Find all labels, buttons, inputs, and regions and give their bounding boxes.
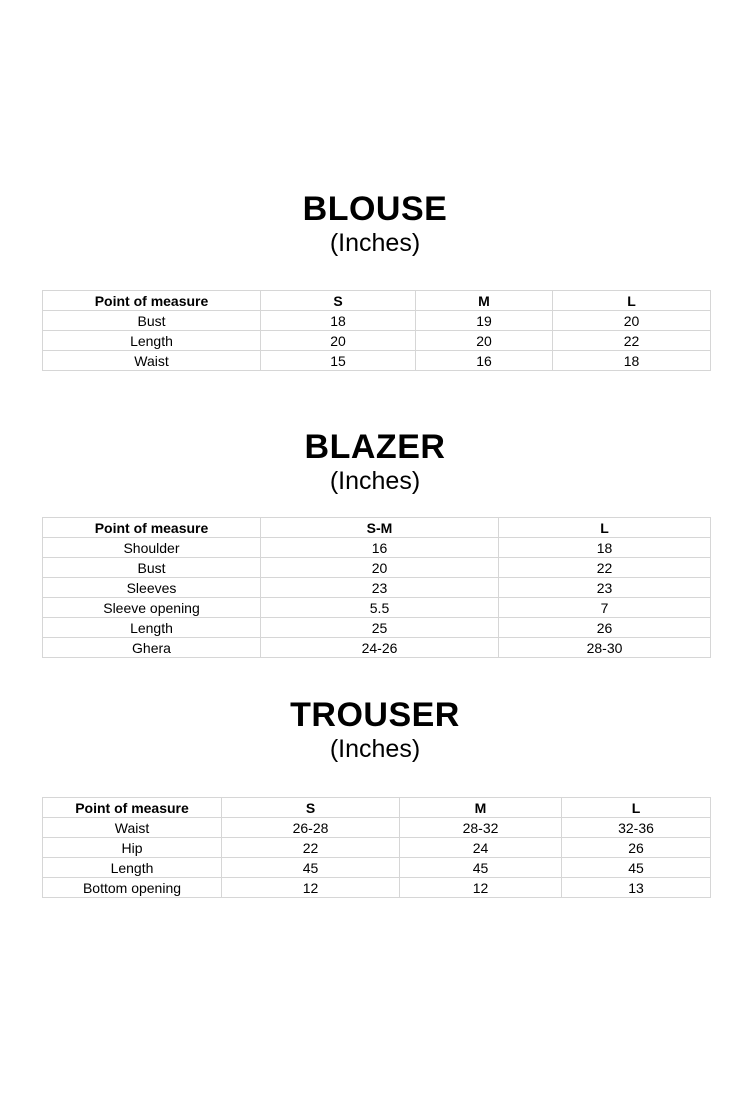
measure-value: 12: [222, 878, 400, 898]
table-row: [43, 598, 711, 618]
column-header-point-of-measure: Point of measure: [43, 798, 222, 818]
blazer-size-table: [42, 517, 711, 658]
measure-label: Bottom opening: [43, 878, 222, 898]
measure-label: Shoulder: [43, 538, 261, 558]
measure-value: 18: [553, 351, 711, 371]
measure-label: Length: [43, 618, 261, 638]
measure-value: 22: [499, 558, 711, 578]
trouser-section-title: TROUSER: [290, 696, 460, 734]
column-header-size-l: L: [562, 798, 711, 818]
measure-value: 26-28: [222, 818, 400, 838]
blouse-header-row: [43, 291, 711, 311]
table-row: [43, 331, 711, 351]
measure-value: 28-30: [499, 638, 711, 658]
blouse-size-table: [42, 290, 711, 371]
table-row: [43, 538, 711, 558]
column-header-size-s: S: [222, 798, 400, 818]
measure-value: 20: [261, 558, 499, 578]
measure-label: Length: [43, 858, 222, 878]
measure-value: 15: [261, 351, 416, 371]
column-header-size-sm: S-M: [261, 518, 499, 538]
measure-value: 45: [400, 858, 562, 878]
column-header-point-of-measure: Point of measure: [43, 518, 261, 538]
table-row: [43, 618, 711, 638]
trouser-header-row: [43, 798, 711, 818]
measure-value: 45: [222, 858, 400, 878]
measure-value: 18: [499, 538, 711, 558]
measure-value: 23: [261, 578, 499, 598]
blazer-header-row: [43, 518, 711, 538]
column-header-size-m: M: [416, 291, 553, 311]
measure-value: 16: [416, 351, 553, 371]
measure-value: 26: [499, 618, 711, 638]
measure-label: Waist: [43, 818, 222, 838]
trouser-size-table: [42, 797, 711, 898]
table-row: [43, 311, 711, 331]
measure-value: 7: [499, 598, 711, 618]
table-row: [43, 858, 711, 878]
measure-label: Bust: [43, 311, 261, 331]
measure-value: 26: [562, 838, 711, 858]
blazer-section-subtitle: (Inches): [329, 467, 421, 495]
measure-value: 24-26: [261, 638, 499, 658]
table-row: [43, 638, 711, 658]
measure-value: 20: [261, 331, 416, 351]
blouse-section-subtitle: (Inches): [329, 229, 421, 257]
blouse-section-title: BLOUSE: [302, 190, 448, 228]
measure-value: 20: [553, 311, 711, 331]
measure-value: 13: [562, 878, 711, 898]
column-header-size-l: L: [499, 518, 711, 538]
column-header-point-of-measure: Point of measure: [43, 291, 261, 311]
table-row: [43, 558, 711, 578]
measure-value: 25: [261, 618, 499, 638]
measure-value: 28-32: [400, 818, 562, 838]
table-row: [43, 818, 711, 838]
measure-value: 5.5: [261, 598, 499, 618]
measure-value: 23: [499, 578, 711, 598]
measure-value: 12: [400, 878, 562, 898]
measure-value: 32-36: [562, 818, 711, 838]
measure-label: Bust: [43, 558, 261, 578]
measure-value: 16: [261, 538, 499, 558]
measure-label: Length: [43, 331, 261, 351]
measure-value: 22: [553, 331, 711, 351]
table-row: [43, 578, 711, 598]
table-row: [43, 351, 711, 371]
measure-label: Hip: [43, 838, 222, 858]
blazer-section-title: BLAZER: [304, 428, 446, 466]
measure-value: 19: [416, 311, 553, 331]
table-row: [43, 838, 711, 858]
trouser-section-subtitle: (Inches): [329, 735, 421, 763]
measure-value: 24: [400, 838, 562, 858]
table-row: [43, 878, 711, 898]
measure-value: 18: [261, 311, 416, 331]
measure-value: 20: [416, 331, 553, 351]
measure-label: Sleeve opening: [43, 598, 261, 618]
column-header-size-m: M: [400, 798, 562, 818]
column-header-size-s: S: [261, 291, 416, 311]
measure-value: 45: [562, 858, 711, 878]
measure-value: 22: [222, 838, 400, 858]
measure-label: Waist: [43, 351, 261, 371]
column-header-size-l: L: [553, 291, 711, 311]
measure-label: Ghera: [43, 638, 261, 658]
measure-label: Sleeves: [43, 578, 261, 598]
